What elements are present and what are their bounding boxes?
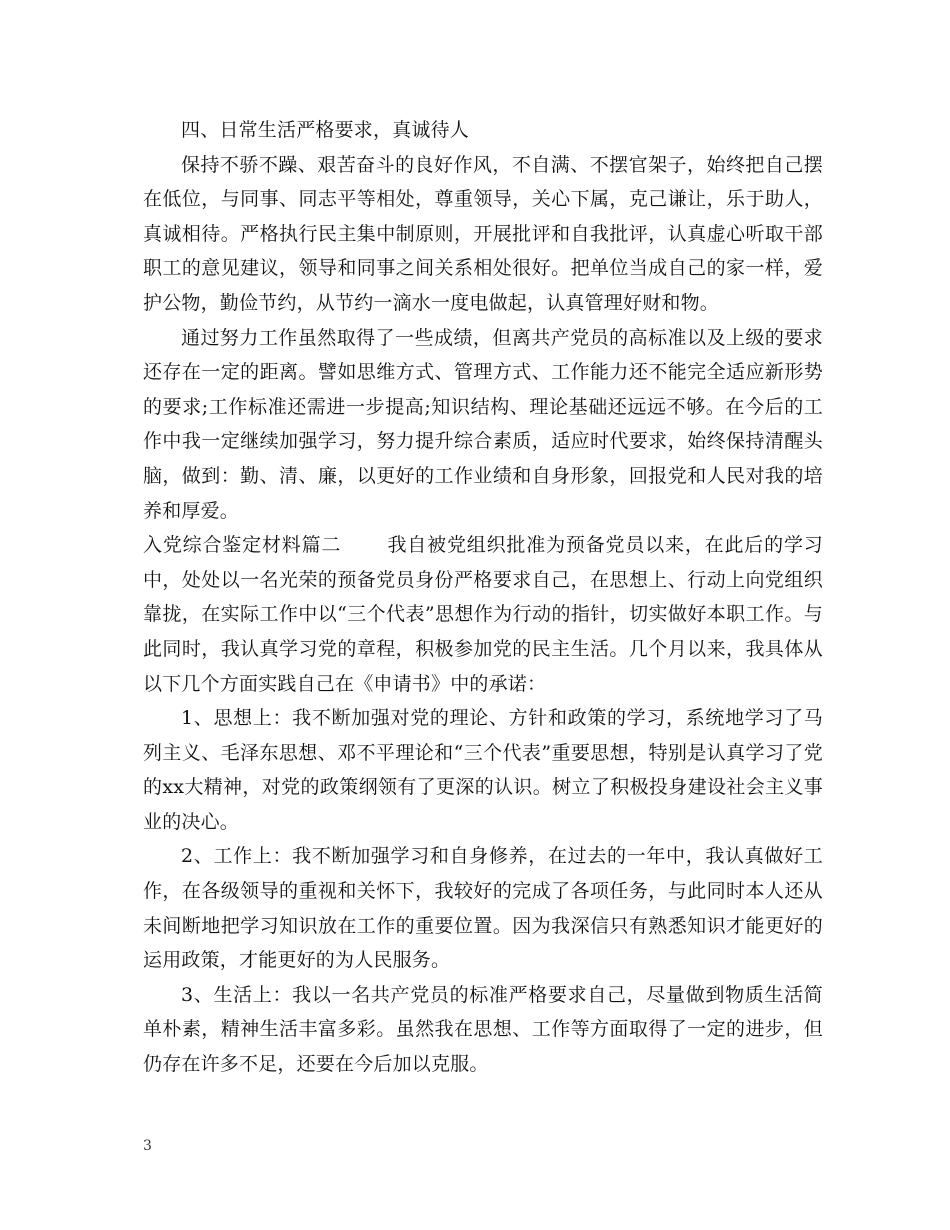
page-number: 3 — [143, 1138, 152, 1154]
paragraph-part-two — [143, 528, 823, 701]
section-heading: 四、日常生活严格要求，真诚待人 — [181, 119, 470, 141]
paragraph-thought: 1、思想上：我不断加强对党的理论、方针和政策的学习，系统地学习了马列主义、毛泽东思想、邓不平理论和“三个代表”重要思想，特别是认真学习了党的xx大精神，对党的政策纲领有了更深的认识。树立了积极投身建设社会主义事业的决心。 — [143, 707, 823, 833]
part-two-title: 入党综合鉴定材料篇二 — [143, 534, 342, 557]
document-body — [143, 113, 823, 1082]
paragraph-shortcomings: 通过努力工作虽然取得了一些成绩，但离共产党员的高标准以及上级的要求还存在一定的距离。譬如思维方式、管理方式、工作能力还不能完全适应新形势的要求;工作标准还需进一步提高;知识结构、理论基础还远远不够。在今后的工作中我一定继续加强学习，努力提升综合素质，适应时代要求，始终保持清醒头脑，做到：勤、清、廉，以更好的工作业绩和自身形象，回报党和人民对我的培养和厚爱。 — [143, 326, 823, 522]
part-two-body: 我自被党组织批准为预备党员以来，在此后的学习中，处处以一名光荣的预备党员身份严格要求自己，在思想上、行动上向党组织靠拢，在实际工作中以“三个代表”思想作为行动的指针，切实做好本职工作。与此同时，我认真学习党的章程，积极参加党的民主生活。几个月以来，我具体从以下几个方面实践自己在《申请书》中的承诺： — [143, 534, 823, 695]
paragraph-living: 3、生活上：我以一名共产党员的标准严格要求自己，尽量做到物质生活简单朴素，精神生活丰富多彩。虽然我在思想、工作等方面取得了一定的进步，但仍存在许多不足，还要在今后加以克服。 — [143, 983, 823, 1076]
paragraph-daily-life: 保持不骄不躁、艰苦奋斗的良好作风，不自满、不摆官架子，始终把自己摆在低位，与同事、同志平等相处，尊重领导，关心下属，克己谦让，乐于助人，真诚相待。严格执行民主集中制原则，开展批评和自我批评，认真虚心听取干部职工的意见建议，领导和同事之间关系相处很好。把单位当成自己的家一样，爱护公物，勤俭节约，从节约一滴水一度电做起，认真管理好财和物。 — [143, 153, 823, 314]
paragraph-work: 2、工作上：我不断加强学习和自身修养，在过去的一年中，我认真做好工作，在各级领导的重视和关怀下，我较好的完成了各项任务，与此同时本人还从未间断地把学习知识放在工作的重要位置。因为我深信只有熟悉知识才能更好的运用政策，才能更好的为人民服务。 — [143, 845, 823, 972]
